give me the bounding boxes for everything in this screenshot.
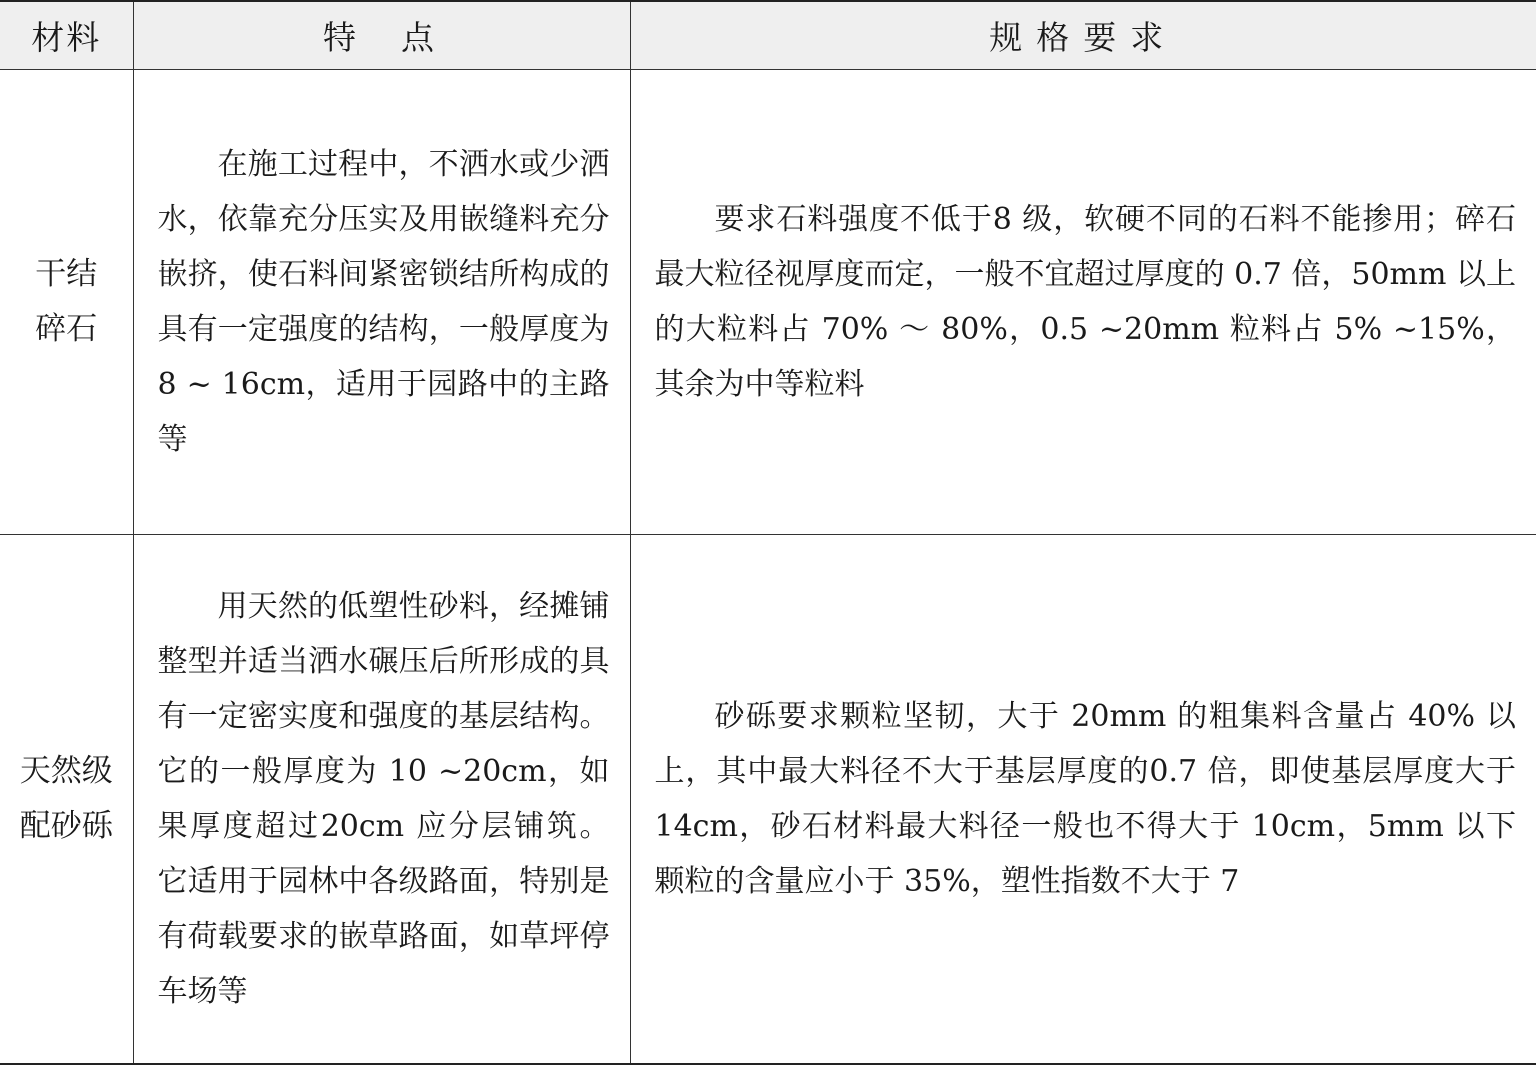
- material-name: 天然级配砂砾: [19, 752, 113, 844]
- table-header-row: [0, 1, 1536, 69]
- table-row: [0, 69, 1536, 534]
- material-cell: [0, 534, 133, 1064]
- table-row: [0, 534, 1536, 1064]
- material-name: 干结碎石: [35, 255, 98, 347]
- spec-cell: 砂砾要求颗粒坚韧，大于 20mm 的粗集料含量占 40% 以上，其中最大料径不大于基层厚度的0.7 倍，即使基层厚度大于 14cm，砂石材料最大料径一般也不得大于 10cm，5mm 以下颗粒的含量应小于 35%，塑性指数不大于 7: [630, 534, 1536, 1064]
- spec-cell: 要求石料强度不低于8 级，软硬不同的石料不能掺用；碎石最大粒径视厚度而定，一般不宜超过厚度的 0.7 倍，50mm 以上的大粒料占 70% ～ 80%，0.5 ~20mm 粒料占 5% ~15%，其余为中等粒料: [630, 69, 1536, 534]
- header-material: 材料: [0, 1, 133, 69]
- header-feature: 特 点: [133, 1, 630, 69]
- header-spec: 规格要求: [630, 1, 1536, 69]
- feature-cell: 在施工过程中，不洒水或少洒水，依靠充分压实及用嵌缝料充分嵌挤，使石料间紧密锁结所构成的具有一定强度的结构，一般厚度为 8 ~ 16cm，适用于园路中的主路等: [133, 69, 630, 534]
- feature-cell: 用天然的低塑性砂料，经摊铺整型并适当洒水碾压后所形成的具有一定密实度和强度的基层结构。它的一般厚度为 10 ~20cm，如果厚度超过20cm 应分层铺筑。它适用于园林中各级路面，特别是有荷载要求的嵌草路面，如草坪停车场等: [133, 534, 630, 1064]
- material-cell: [0, 69, 133, 534]
